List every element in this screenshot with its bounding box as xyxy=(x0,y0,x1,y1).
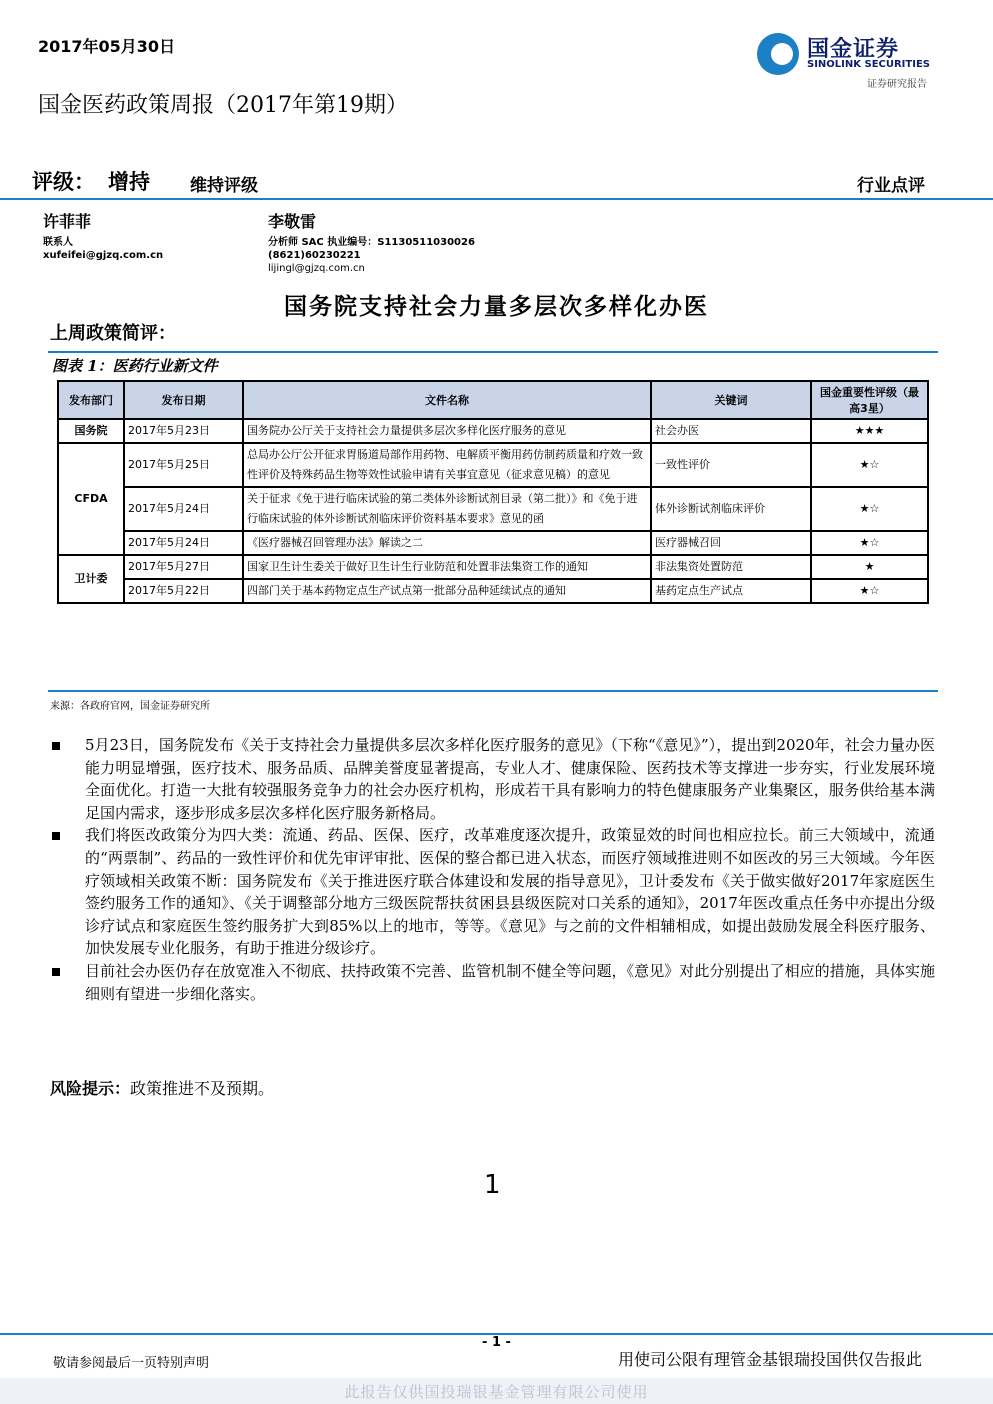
logo-cn-text: 国金证券 xyxy=(807,37,900,62)
bullet-text: 5月23日，国务院发布《关于支持社会力量提供多层次多样化医疗服务的意见》（下称“《意见》”），提出到2020年，社会力量办医能力明显增强，医疗技术、服务品质、品牌美誉度显著提高，专业人才、健康保险、医药技术等支撑进一步夯实，行业发展环境全面优化。打造一大批有较强服务竞争力的社会办医疗机构，形成若干具有影响力的特色健康服务产业集聚区，服务供给基本满足国内需求，逐步形成多层次多样化医疗服务新格局。 xyxy=(85,736,935,822)
footer-disclaimer-note: 敬请参阅最后一页特别声明 xyxy=(53,1356,210,1371)
bullet-square-icon xyxy=(52,742,60,750)
bullet-item xyxy=(50,734,935,824)
rating-value: 增持 xyxy=(108,169,150,194)
doc-name-cell: 四部门关于基本药物定点生产试点第一批部分品种延续试点的通知 xyxy=(243,579,651,603)
figure-top-divider xyxy=(48,351,938,353)
risk-label: 风险提示： xyxy=(50,1079,131,1098)
table-row xyxy=(58,487,928,531)
table-source: 来源：各政府官网，国金证券研究所 xyxy=(50,701,210,712)
header-divider xyxy=(0,198,993,200)
logo-en-text: SINOLINK SECURITIES xyxy=(807,59,930,70)
doc-name-cell: 《医疗器械召回管理办法》解读之二 xyxy=(243,531,651,555)
doc-name-cell: 国务院办公厅关于支持社会力量提供多层次多样化医疗服务的意见 xyxy=(243,419,651,443)
doc-name-cell: 国家卫生计生委关于做好卫生计生行业防范和处置非法集资工作的通知 xyxy=(243,555,651,579)
watermark: 此报告仅供国投瑞银基金管理有限公司使用 xyxy=(344,1383,649,1401)
bullet-item xyxy=(50,824,935,960)
date-cell: 2017年5月27日 xyxy=(124,555,243,579)
rating-label: 评级： xyxy=(32,169,95,194)
rating-keep: 维持评级 xyxy=(190,176,258,196)
report-date: 2017年05月30日 xyxy=(38,37,176,56)
rating-stars-cell: ★☆ xyxy=(811,443,928,487)
date-cell: 2017年5月22日 xyxy=(124,579,243,603)
analyst-name: 李敬雷 xyxy=(268,212,317,231)
analyst-license: 分析师 SAC 执业编号：S1130511030026 xyxy=(268,237,475,248)
figure-title: 图表 1：医药行业新文件 xyxy=(52,357,218,375)
analyst-role: 联系人 xyxy=(43,237,73,248)
date-cell: 2017年5月25日 xyxy=(124,443,243,487)
rating-stars-cell: ★★★ xyxy=(811,419,928,443)
column-header: 关键词 xyxy=(651,381,811,419)
column-header: 文件名称 xyxy=(243,381,651,419)
dept-cell: 卫计委 xyxy=(58,555,124,603)
keyword-cell: 基药定点生产试点 xyxy=(651,579,811,603)
rating-stars-cell: ★☆ xyxy=(811,531,928,555)
keyword-cell: 一致性评价 xyxy=(651,443,811,487)
report-title: 国金医药政策周报（2017年第19期） xyxy=(38,93,408,118)
page-number: - 1 - xyxy=(482,1335,511,1350)
date-cell: 2017年5月23日 xyxy=(124,419,243,443)
column-header: 发布部门 xyxy=(58,381,124,419)
date-cell: 2017年5月24日 xyxy=(124,487,243,531)
analyst-email: lijingl@gjzq.com.cn xyxy=(268,263,365,274)
keyword-cell: 体外诊断试剂临床评价 xyxy=(651,487,811,531)
figure-bottom-divider xyxy=(48,690,938,692)
policy-table xyxy=(57,380,929,604)
dept-cell: CFDA xyxy=(58,443,124,555)
bullet-text: 我们将医改政策分为四大类：流通、药品、医保、医疗，改革难度逐次提升，政策显效的时间也相应拉长。前三大领域中，流通的“两票制”、药品的一致性评价和优先审评审批、医保的整合都已进入状态，而医疗领域推进则不如医改的另三大领域。今年医疗领域相关政策不断：国务院发布《关于推进医疗联合体建设和发展的指导意见》，卫计委发布《关于做实做好2017年家庭医生签约服务工作的通知》、《关于调整部分地方三级医院帮扶贫困县县级医院对口关系的通知》，2017年医改重点任务中亦提出分级诊疗试点和家庭医生签约服务扩大到85%以上的地市，等等。《意见》与之前的文件相辅相成，如提出鼓励发展全科医疗服务、加快发展专业化服务，有助于推进分级诊疗。 xyxy=(85,826,935,958)
headline: 国务院支持社会力量多层次多样化办医 xyxy=(284,293,709,320)
analyst-email: xufeifei@gjzq.com.cn xyxy=(43,250,164,261)
doc-name-cell: 关于征求《免于进行临床试验的第二类体外诊断试剂目录（第二批）》和《免于进行临床试验的体外诊断试剂临床评价资料基本要求》意见的函 xyxy=(243,487,651,531)
logo-mark-icon xyxy=(757,33,799,75)
table-row xyxy=(58,419,928,443)
risk-text: 政策推进不及预期。 xyxy=(130,1079,275,1098)
industry-type: 行业点评 xyxy=(857,176,925,196)
date-cell: 2017年5月24日 xyxy=(124,531,243,555)
table-row xyxy=(58,555,928,579)
risk-warning xyxy=(50,1076,274,1099)
rating-stars-cell: ★☆ xyxy=(811,487,928,531)
rating-stars-cell: ★☆ xyxy=(811,579,928,603)
analyst-name: 许菲菲 xyxy=(43,212,92,231)
company-logo xyxy=(757,30,947,92)
table-row xyxy=(58,579,928,603)
table-header-row xyxy=(58,381,928,419)
doc-name-cell: 总局办公厅公开征求胃肠道局部作用药物、电解质平衡用药仿制药质量和疗效一致性评价及特殊药品生物等效性试验申请有关事宜意见（征求意见稿）的意见 xyxy=(243,443,651,487)
page-marker: 1 xyxy=(484,1170,501,1200)
keyword-cell: 社会办医 xyxy=(651,419,811,443)
table-row xyxy=(58,531,928,555)
keyword-cell: 非法集资处置防范 xyxy=(651,555,811,579)
column-header: 发布日期 xyxy=(124,381,243,419)
bullet-square-icon xyxy=(52,968,60,976)
bullet-item xyxy=(50,960,935,1005)
analyst-phone: (8621)60230221 xyxy=(268,250,361,261)
rating-stars-cell: ★ xyxy=(811,555,928,579)
analyst-contact-1 xyxy=(43,209,163,262)
commentary-bullets xyxy=(50,734,935,1005)
section-title: 上周政策简评： xyxy=(50,323,176,344)
analyst-contact-2 xyxy=(268,209,475,275)
column-header: 国金重要性评级（最高3星） xyxy=(811,381,928,419)
footer-right-text: 用使司公限有理管金基银瑞投国供仅告报此 xyxy=(618,1350,923,1369)
dept-cell: 国务院 xyxy=(58,419,124,443)
logo-subtitle: 证券研究报告 xyxy=(867,79,927,90)
bullet-text: 目前社会办医仍存在放宽准入不彻底、扶持政策不完善、监管机制不健全等问题，《意见》对此分别提出了相应的措施，具体实施细则有望进一步细化落实。 xyxy=(85,961,935,1003)
table-row xyxy=(58,443,928,487)
keyword-cell: 医疗器械召回 xyxy=(651,531,811,555)
bullet-square-icon xyxy=(52,832,60,840)
